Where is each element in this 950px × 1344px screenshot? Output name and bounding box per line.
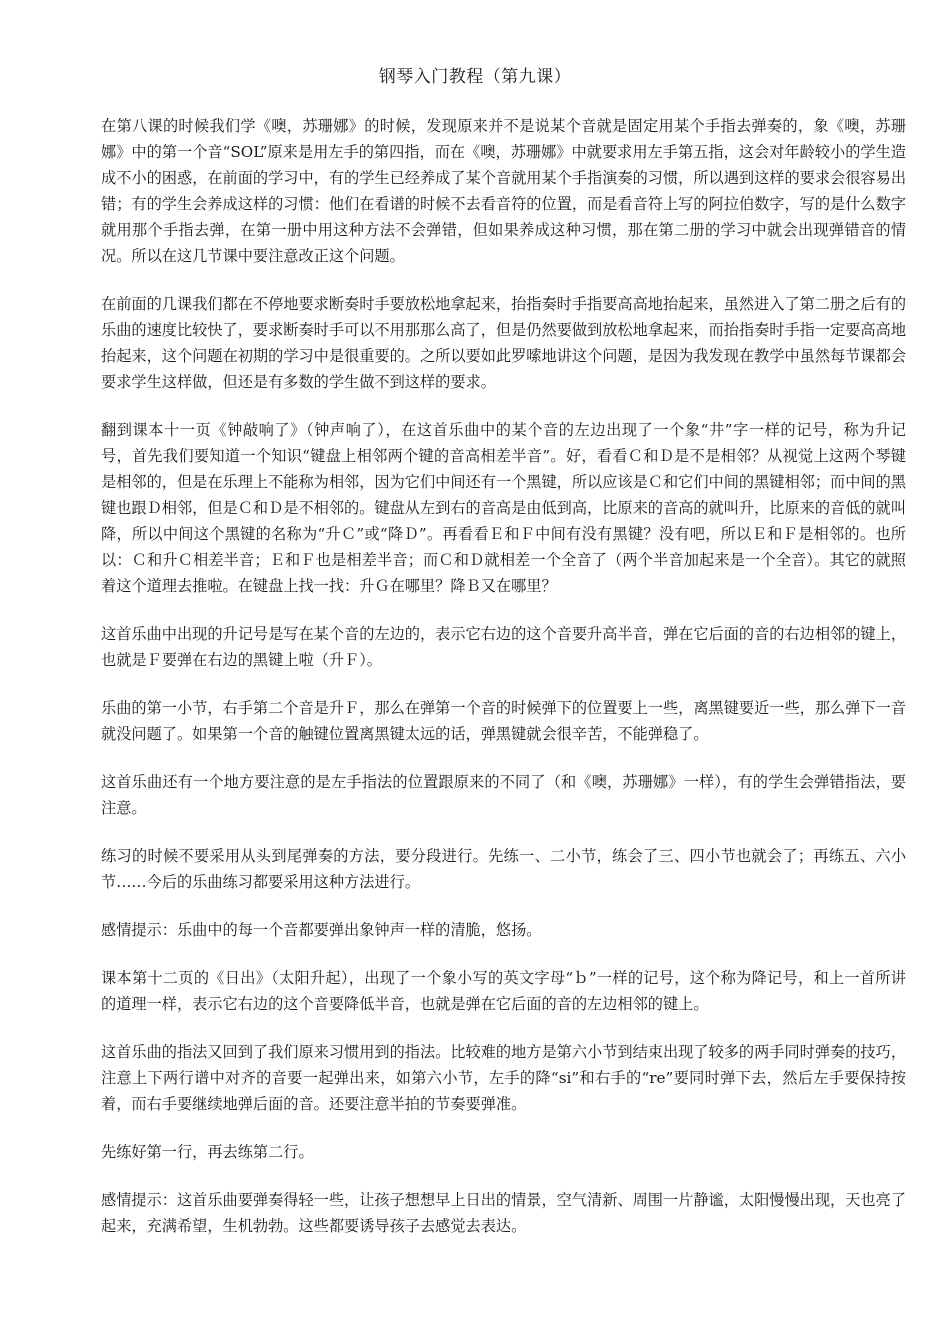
page-title: 钢琴入门教程（第九课）	[378, 67, 572, 87]
paragraph-2: 在前面的几课我们都在不停地要求断奏时手要放松地拿起来，抬指奏时手指要高高地抬起来，虽然进入了第二册之后有的乐曲的速度比较快了，要求断奏时手可以不用那那么高了，但是仍然要做到放松地拿起来，而抬指奏时手指一定要高高地抬起来，这个问题在初期的学习中是很重要的。之所以要如此罗嗦地讲这个问题，是因为我发现在教学中虽然每节课都会要求学生这样做，但还是有多数的学生做不到这样的要求。	[101, 295, 906, 391]
paragraph-10: 这首乐曲的指法又回到了我们原来习惯用到的指法。比较难的地方是第六小节到结束出现了较多的两手同时弹奏的技巧，注意上下两行谱中对齐的音要一起弹出来，如第六小节，左手的降“si”和右手的“re”要同时弹下去，然后左手要保持按着，而右手要继续地弹后面的音。还要注意半拍的节奏要弹准。	[101, 1043, 906, 1113]
paragraph-5: 乐曲的第一小节，右手第二个音是升Ｆ，那么在弹第一个音的时候弹下的位置要上一些，离黑键要近一些，那么弹下一音就没问题了。如果第一个音的触键位置离黑键太远的话，弹黑键就会很辛苦，不能弹稳了。	[101, 699, 906, 743]
paragraph-8: 感情提示：乐曲中的每一个音都要弹出象钟声一样的清脆，悠扬。	[101, 921, 542, 939]
paragraph-4: 这首乐曲中出现的升记号是写在某个音的左边的，表示它右边的这个音要升高半音，弹在它后面的音的右边相邻的键上，也就是Ｆ要弹在右边的黑键上啦（升Ｆ）。	[101, 625, 906, 669]
paragraph-7: 练习的时候不要采用从头到尾弹奏的方法，要分段进行。先练一、二小节，练会了三、四小节也就会了；再练五、六小节……今后的乐曲练习都要采用这种方法进行。	[101, 847, 906, 891]
paragraph-11: 先练好第一行，再去练第二行。	[101, 1143, 314, 1161]
paragraph-6: 这首乐曲还有一个地方要注意的是左手指法的位置跟原来的不同了（和《噢，苏珊娜》一样），有的学生会弹错指法，要注意。	[101, 773, 906, 817]
paragraph-1: 在第八课的时候我们学《噢，苏珊娜》的时候，发现原来并不是说某个音就是固定用某个手指去弹奏的，象《噢，苏珊娜》中的第一个音“SOL”原来是用左手的第四指，而在《噢，苏珊娜》中就要求用左手第五指，这会对年龄较小的学生造成不小的困惑，在前面的学习中，有的学生已经养成了某个音就用某个手指演奏的习惯，所以遇到这样的要求会很容易出错；有的学生会养成这样的习惯：他们在看谱的时候不去看音符的位置，而是看音符上写的阿拉伯数字，写的是什么数字就用那个手指去弹，在第一册中用这种方法不会弹错，但如果养成这种习惯，那在第二册的学习中就会出现弹错音的情况。所以在这几节课中要注意改正这个问题。	[101, 117, 906, 265]
paragraph-12: 感情提示：这首乐曲要弹奏得轻一些，让孩子想想早上日出的情景，空气清新、周围一片静谧，太阳慢慢出现，天也亮了起来，充满希望，生机勃勃。这些都要诱导孩子去感觉去表达。	[101, 1191, 906, 1235]
paragraph-9: 课本第十二页的《日出》（太阳升起），出现了一个象小写的英文字母“ｂ”一样的记号，这个称为降记号，和上一首所讲的道理一样，表示它右边的这个音要降低半音，也就是弹在它后面的音的左边相邻的键上。	[101, 969, 906, 1013]
paragraph-3: 翻到课本十一页《钟敲响了》（钟声响了），在这首乐曲中的某个音的左边出现了一个象“井”字一样的记号，称为升记号，首先我们要知道一个知识“键盘上相邻两个键的音高相差半音”。好，看看Ｃ和Ｄ是不是相邻？从视觉上这两个琴键是相邻的，但是在乐理上不能称为相邻，因为它们中间还有一个黑键，所以应该是Ｃ和它们中间的黑键相邻；而中间的黑键也跟Ｄ相邻，但是Ｃ和Ｄ是不相邻的。键盘从左到右的音高是由低到高，比原来的音高的就叫升，比原来的音低的就叫降，所以中间这个黑键的名称为“升Ｃ”或“降Ｄ”。再看看Ｅ和Ｆ中间有没有黑键？没有吧，所以Ｅ和Ｆ是相邻的。也所以：Ｃ和升Ｃ相差半音；Ｅ和Ｆ也是相差半音；而Ｃ和Ｄ就相差一个全音了（两个半音加起来是一个全音）。其它的就照着这个道理去推啦。在键盘上找一找：升Ｇ在哪里？降Ｂ又在哪里？	[101, 421, 906, 595]
document-body	[101, 113, 906, 1261]
